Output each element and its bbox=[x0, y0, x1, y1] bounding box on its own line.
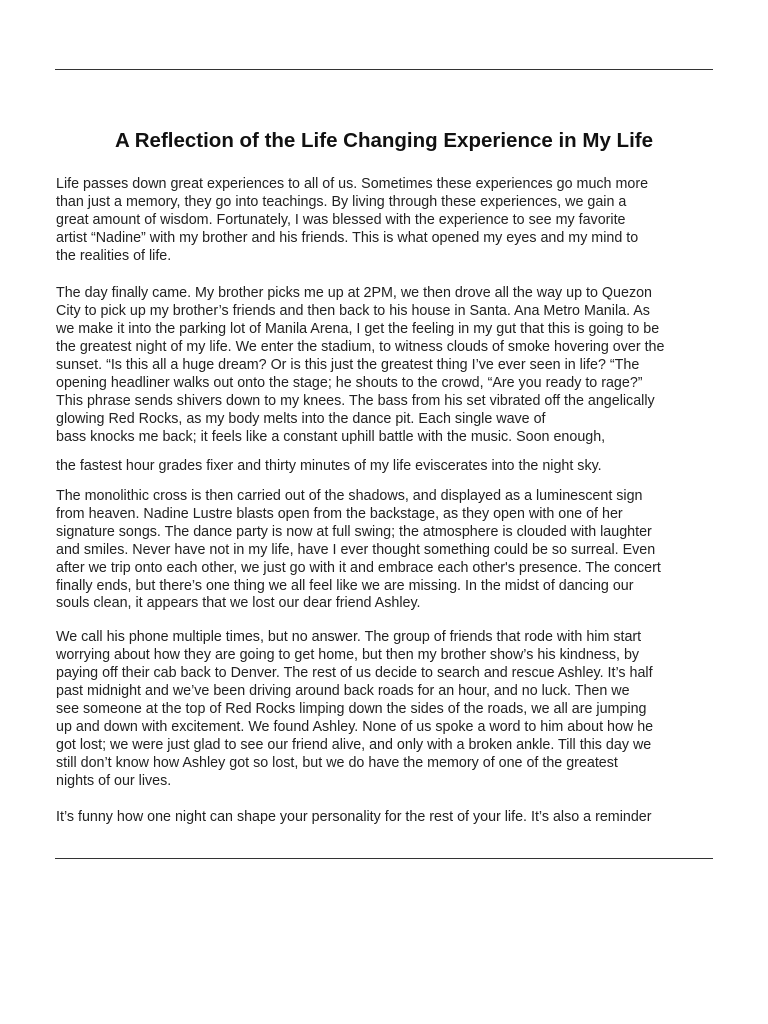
text-line: paying off their cab back to Denver. The rest of us decide to search and rescue Ashley. It’s half bbox=[56, 665, 653, 681]
text-line: bass knocks me back; it feels like a constant uphill battle with the music. Soon enough, bbox=[56, 429, 606, 445]
text-line: after we trip onto each other, we just go with it and embrace each other's presence. The concert bbox=[56, 560, 661, 576]
text-line: past midnight and we’ve been driving around back roads for an hour, and no luck. Then we bbox=[56, 683, 630, 699]
text-line: opening headliner walks out onto the stage; he shouts to the crowd, “Are you ready to rage?” bbox=[56, 375, 643, 391]
text-line: we make it into the parking lot of Manila Arena, I get the feeling in my gut that this is going to be bbox=[56, 321, 660, 337]
text-line: sunset. “Is this all a huge dream? Or is this just the greatest thing I’ve ever seen in life? “The bbox=[56, 357, 640, 373]
text-line: got lost; we were just glad to see our friend alive, and only with a broken ankle. Till this day we bbox=[56, 737, 652, 753]
text-line: souls clean, it appears that we lost our dear friend Ashley. bbox=[56, 595, 421, 611]
text-line: up and down with excitement. We found Ashley. None of us spoke a word to him about how he bbox=[56, 719, 654, 735]
text-line: the realities of life. bbox=[56, 248, 172, 264]
text-line: and smiles. Never have not in my life, have I ever thought something could be so surreal. Even bbox=[56, 542, 656, 558]
text-line: This phrase sends shivers down to my knees. The bass from his set vibrated off the angelically bbox=[56, 393, 655, 409]
text-line: see someone at the top of Red Rocks limping down the sides of the roads, we all are jumping bbox=[56, 701, 647, 717]
text-line: We call his phone multiple times, but no answer. The group of friends that rode with him start bbox=[56, 629, 642, 645]
text-line: great amount of wisdom. Fortunately, I was blessed with the experience to see my favorite bbox=[56, 212, 626, 228]
document-title: A Reflection of the Life Changing Experience in My Life bbox=[115, 129, 653, 152]
text-line: signature songs. The dance party is now at full swing; the atmosphere is clouded with laughter bbox=[56, 524, 652, 540]
text-line: finally ends, but there’s one thing we all feel like we are missing. In the midst of dancing our bbox=[56, 578, 634, 594]
text-line: than just a memory, they go into teachings. By living through these experiences, we gain a bbox=[56, 194, 627, 210]
text-line: Life passes down great experiences to all of us. Sometimes these experiences go much more bbox=[56, 176, 649, 192]
text-line: the greatest night of my life. We enter the stadium, to witness clouds of smoke hovering over the bbox=[56, 339, 665, 355]
text-line: The day finally came. My brother picks me up at 2PM, we then drove all the way up to Quezon bbox=[56, 285, 652, 301]
text-line: still don’t know how Ashley got so lost, but we do have the memory of one of the greatest bbox=[56, 755, 618, 771]
text-line: nights of our lives. bbox=[56, 773, 172, 789]
text-line: The monolithic cross is then carried out of the shadows, and displayed as a luminescent sign bbox=[56, 488, 643, 504]
text-line: glowing Red Rocks, as my body melts into the dance pit. Each single wave of bbox=[56, 411, 546, 427]
text-line: It’s funny how one night can shape your personality for the rest of your life. It’s also a reminder bbox=[56, 809, 652, 825]
text-line: the fastest hour grades fixer and thirty minutes of my life eviscerates into the night sky. bbox=[56, 458, 602, 474]
text-line: worrying about how they are going to get home, but then my brother show’s his kindness, by bbox=[56, 647, 640, 663]
text-line: from heaven. Nadine Lustre blasts open from the backstage, as they open with one of her bbox=[56, 506, 623, 522]
text-line: City to pick up my brother’s friends and then back to his house in Santa. Ana Metro Manila. As bbox=[56, 303, 650, 319]
text-line: artist “Nadine” with my brother and his friends. This is what opened my eyes and my mind to bbox=[56, 230, 639, 246]
top-divider bbox=[55, 69, 713, 70]
bottom-divider bbox=[55, 858, 713, 859]
